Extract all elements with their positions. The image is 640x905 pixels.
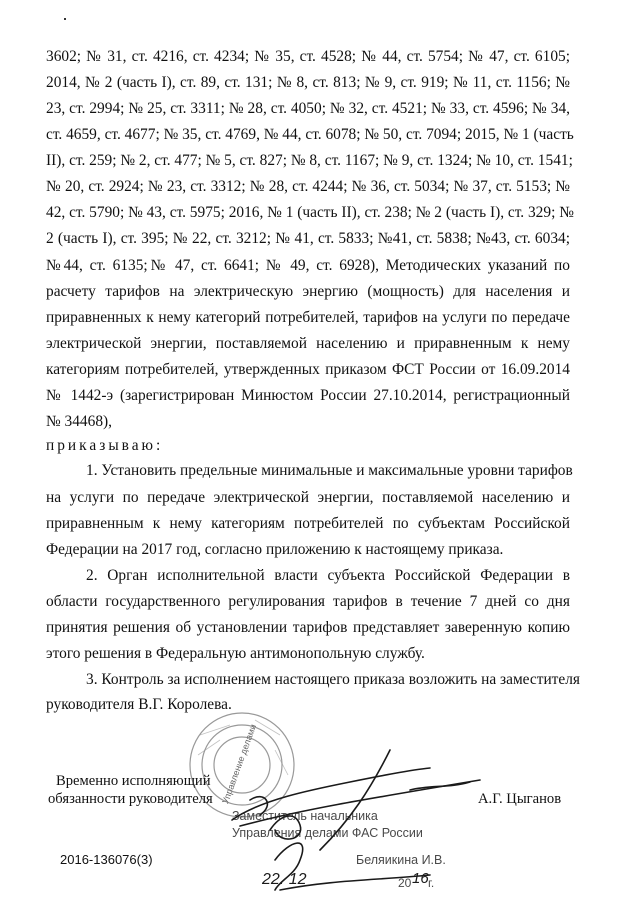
handwritten-signature: [180, 730, 520, 905]
stamp-line1: Заместитель начальника: [232, 809, 378, 823]
stamp-date: 22. 12: [262, 871, 307, 888]
clause-1-line: 1. Установить предельные минимальные и максимальные уровни тарифов: [86, 462, 573, 479]
body-line: № 1442-э (зарегистрирован Минюстом России 27.10.2014, регистрационный: [46, 387, 570, 404]
body-line: 23, ст. 2994; № 25, ст. 3311; № 28, ст. 4050; № 32, ст. 4521; № 33, ст. 4596; № 34,: [46, 100, 570, 117]
clause-line: области государственного регулирования тарифов в течение 7 дней со дня: [46, 593, 570, 610]
stamp-year-suffix: г.: [428, 876, 435, 890]
clause-line: на услуги по передаче электрической энергии, поставляемой населению и: [46, 489, 570, 506]
clause-line: Федерации на 2017 год, согласно приложению к настоящему приказа.: [46, 541, 504, 558]
stamp-year-hand: 16: [412, 870, 429, 887]
document-number: 2016-136076(3): [60, 852, 153, 867]
stamp-name: Беляикина И.В.: [356, 853, 446, 867]
body-line: 42, ст. 5790; № 43, ст. 5975; 2016, № 1 (часть II), ст. 238; № 2 (часть I), ст. 329; №: [46, 204, 574, 221]
body-line: ст. 4659, ст. 4677; № 35, ст. 4769, № 44, ст. 6078; № 50, ст. 7094; 2015, № 1 (часть: [46, 126, 574, 143]
clause-2-line: 2. Орган исполнительной власти субъекта Российской Федерации в: [86, 567, 570, 584]
body-line: № 34468),: [46, 413, 112, 430]
seal-text: Управление делами: [220, 722, 259, 806]
body-line: категориям потребителей, утвержденных приказом ФСТ России от 16.09.2014: [46, 361, 570, 378]
body-line: расчету тарифов на электрическую энергию (мощность) для населения и: [46, 283, 570, 300]
stamp-year-print: 20: [398, 876, 412, 890]
scan-speck: [64, 18, 66, 20]
body-line: 3602; № 31, ст. 4216, ст. 4234; № 35, ст. 4528; № 44, ст. 5754; № 47, ст. 6105;: [46, 48, 570, 65]
body-line: №44, ст. 6135;№ 47, ст. 6641; № 49, ст. 6928), Методических указаний по: [46, 257, 570, 274]
signatory-title-line2: обязанности руководителя: [48, 791, 213, 807]
body-line: 2014, № 2 (часть I), ст. 89, ст. 131; № 8, ст. 813; № 9, ст. 919; № 11, ст. 1156; №: [46, 74, 570, 91]
order-word: приказываю:: [46, 437, 164, 454]
stamp-line2: Управления делами ФАС России: [232, 826, 423, 840]
signatory-title-line1: Временно исполняющий: [56, 773, 211, 789]
clause-line: принятия решения об установлении тарифов представляет заверенную копию: [46, 619, 570, 636]
body-line: приравненных к нему категорий потребителей, тарифов на услуги по передаче: [46, 309, 570, 326]
body-line: II), ст. 259; № 2, ст. 477; № 5, ст. 827; № 8, ст. 1167; № 9, ст. 1324; № 10, ст. 1541;: [46, 152, 573, 169]
body-line: электрической энергии, поставляемой населению и приравненным к нему: [46, 335, 570, 352]
clause-line: руководителя В.Г. Королева.: [46, 696, 232, 713]
clause-line: этого решения в Федеральную антимонопольную службу.: [46, 645, 425, 662]
clause-3-line: 3. Контроль за исполнением настоящего приказа возложить на заместителя: [86, 671, 581, 688]
body-line: № 20, ст. 2924; № 23, ст. 3312; № 28, ст. 4244; № 36, ст. 5034; № 37, ст. 5153; №: [46, 178, 570, 195]
signatory-name: А.Г. Цыганов: [478, 791, 562, 807]
body-line: 2 (часть I), ст. 395; № 22, ст. 3212; № 41, ст. 5833; №41, ст. 5838; №43, ст. 6034;: [46, 230, 570, 247]
clause-line: приравненным к нему категориям потребителей по субъектам Российской: [46, 515, 570, 532]
